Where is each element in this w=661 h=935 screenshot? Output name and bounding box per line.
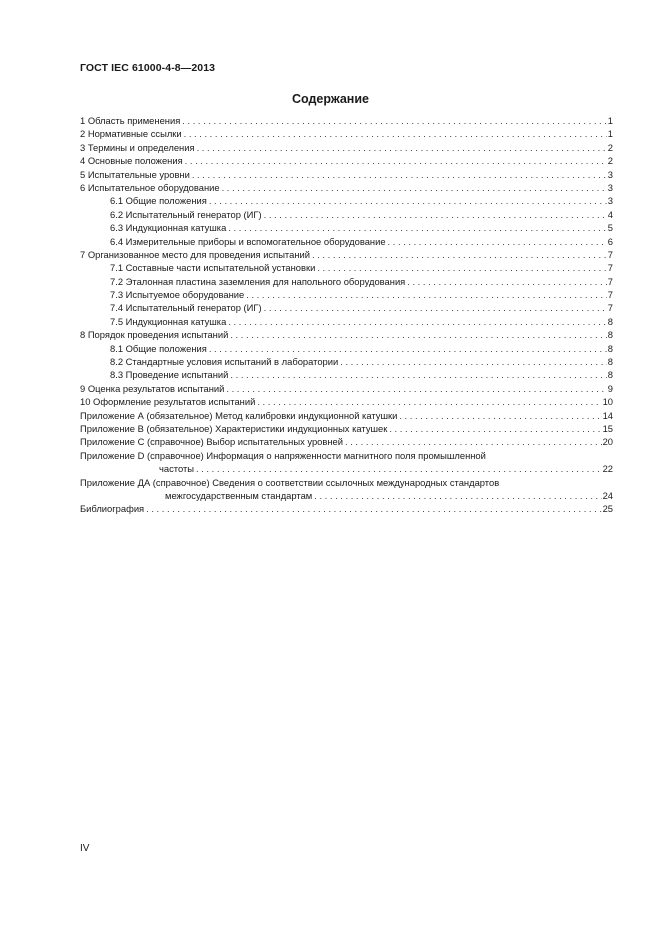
toc-entry-title: Приложение С (справочное) Выбор испытательных уровней xyxy=(80,436,343,448)
toc-entry-annex-da[interactable] xyxy=(80,476,613,503)
toc-entry-title: 7.2 Эталонная пластина заземления для напольного оборудования xyxy=(110,275,406,287)
leader-dots xyxy=(182,114,606,127)
toc-entry-title: 6.4 Измерительные приборы и вспомогательное оборудование xyxy=(110,235,386,247)
toc-entry-title: 7.1 Составные части испытательной установки xyxy=(110,262,316,274)
toc-entry-page: 7 xyxy=(607,275,613,287)
toc-entry-title: Приложение ДА (справочное) Сведения о соответствии ссылочных международных стандартов xyxy=(80,476,500,488)
toc-entry[interactable] xyxy=(80,422,613,435)
toc-entries xyxy=(80,114,613,449)
leader-dots xyxy=(209,194,607,207)
toc-entry-title: 9 Оценка результатов испытаний xyxy=(80,382,225,394)
toc-entry-page: 3 xyxy=(607,195,613,207)
toc-entry-page: 20 xyxy=(602,436,613,448)
toc-entry-title: 7.4 Испытательный генератор (ИГ) xyxy=(110,302,262,314)
toc-entry-page: 10 xyxy=(602,396,613,408)
toc-entry[interactable] xyxy=(80,221,613,234)
leader-dots xyxy=(264,301,607,314)
toc-entry-page: 8 xyxy=(607,315,613,327)
leader-dots xyxy=(209,342,607,355)
toc-entry-bibliography[interactable] xyxy=(80,502,613,515)
toc-entry[interactable] xyxy=(80,342,613,355)
toc-entry-title: 8.1 Общие положения xyxy=(110,342,207,354)
toc-entry-page: 7 xyxy=(607,262,613,274)
toc-entry-title: 7.3 Испытуемое оборудование xyxy=(110,289,245,301)
toc-entry-title: 6.3 Индукционная катушка xyxy=(110,222,227,234)
toc-entry-title-cont: частоты xyxy=(159,463,195,475)
toc-entry[interactable] xyxy=(80,168,613,181)
leader-dots xyxy=(345,435,602,448)
leader-dots xyxy=(314,489,601,502)
toc-entry[interactable] xyxy=(80,288,613,301)
toc-entry-annex-d[interactable] xyxy=(80,449,613,476)
toc-entry-page: 7 xyxy=(607,302,613,314)
toc-entry-page: 8 xyxy=(607,329,613,341)
toc-entry-page: 2 xyxy=(607,155,613,167)
toc-entry[interactable] xyxy=(80,154,613,167)
leader-dots xyxy=(196,462,602,475)
toc-entry-title: 3 Термины и определения xyxy=(80,141,195,153)
leader-dots xyxy=(264,208,607,221)
leader-dots xyxy=(389,422,601,435)
toc-entry[interactable] xyxy=(80,114,613,127)
toc-entry-page: 9 xyxy=(607,382,613,394)
toc-entry-title: Библиография xyxy=(80,503,145,515)
toc-entry-page: 14 xyxy=(602,409,613,421)
toc-entry-title: 2 Нормативные ссылки xyxy=(80,128,182,140)
toc-entry[interactable] xyxy=(80,355,613,368)
toc-entry[interactable] xyxy=(80,315,613,328)
toc-entry[interactable] xyxy=(80,409,613,422)
leader-dots xyxy=(246,288,607,301)
leader-dots xyxy=(340,355,607,368)
toc-entry[interactable] xyxy=(80,261,613,274)
toc-entry-title: Приложение D (справочное) Информация о напряженности магнитного поля промышленной xyxy=(80,449,486,461)
toc-entry[interactable] xyxy=(80,382,613,395)
toc-entry-title: 7 Организованное место для проведения испытаний xyxy=(80,248,310,260)
leader-dots xyxy=(228,221,606,234)
toc-entry-page: 8 xyxy=(607,342,613,354)
toc-entry-title: 8 Порядок проведения испытаний xyxy=(80,329,229,341)
toc-entry-title: 6.1 Общие положения xyxy=(110,195,207,207)
toc-entry[interactable] xyxy=(80,208,613,221)
toc-entry[interactable] xyxy=(80,435,613,448)
toc-entry-page: 22 xyxy=(602,463,613,475)
toc-entry-page: 6 xyxy=(607,235,613,247)
toc-entry[interactable] xyxy=(80,328,613,341)
leader-dots xyxy=(222,181,607,194)
toc-title: Содержание xyxy=(291,92,369,106)
toc-entry-page: 8 xyxy=(607,356,613,368)
leader-dots xyxy=(407,275,607,288)
leader-dots xyxy=(228,315,606,328)
toc-entry-title: 4 Основные положения xyxy=(80,155,183,167)
leader-dots xyxy=(184,127,607,140)
toc-entry-page: 1 xyxy=(607,114,613,126)
toc-entry-page: 7 xyxy=(607,248,613,260)
toc-entry-page: 15 xyxy=(602,422,613,434)
toc-entry-title: 6 Испытательное оборудование xyxy=(80,181,220,193)
leader-dots xyxy=(226,382,606,395)
toc-entry[interactable] xyxy=(80,301,613,314)
toc-entry-title-cont: межгосударственным стандартам xyxy=(165,489,313,501)
toc-entry-page: 24 xyxy=(602,489,613,501)
leader-dots xyxy=(146,502,601,515)
toc-entry[interactable] xyxy=(80,235,613,248)
toc-entry[interactable] xyxy=(80,181,613,194)
toc-entry-title: 6.2 Испытательный генератор (ИГ) xyxy=(110,208,262,220)
toc-entry-page: 3 xyxy=(607,168,613,180)
toc-entry-title: 10 Оформление результатов испытаний xyxy=(80,396,256,408)
toc-entry-title: 1 Область применения xyxy=(80,114,181,126)
leader-dots xyxy=(197,141,607,154)
toc-entry-page: 4 xyxy=(607,208,613,220)
toc-entry-title: 7.5 Индукционная катушка xyxy=(110,315,227,327)
table-of-contents xyxy=(80,114,613,516)
toc-entry-page: 8 xyxy=(607,369,613,381)
toc-entry[interactable] xyxy=(80,395,613,408)
leader-dots xyxy=(317,261,606,274)
leader-dots xyxy=(257,395,601,408)
toc-entry-page: 25 xyxy=(602,503,613,515)
toc-entry-title: Приложение В (обязательное) Характеристики индукционных катушек xyxy=(80,422,388,434)
toc-entry[interactable] xyxy=(80,368,613,381)
toc-entry[interactable] xyxy=(80,275,613,288)
toc-entry[interactable] xyxy=(80,127,613,140)
document-id: ГОСТ IEC 61000-4-8—2013 xyxy=(80,62,216,74)
leader-dots xyxy=(312,248,607,261)
leader-dots xyxy=(192,168,607,181)
toc-entry-page: 2 xyxy=(607,141,613,153)
toc-entry-page: 1 xyxy=(607,128,613,140)
toc-entry[interactable] xyxy=(80,141,613,154)
toc-entry[interactable] xyxy=(80,194,613,207)
toc-entry-title: 8.2 Стандартные условия испытаний в лаборатории xyxy=(110,356,339,368)
toc-entry-page: 7 xyxy=(607,289,613,301)
leader-dots xyxy=(185,154,607,167)
toc-entry-title: Приложение А (обязательное) Метод калибровки индукционной катушки xyxy=(80,409,398,421)
toc-entry-page: 3 xyxy=(607,181,613,193)
toc-entry-page: 5 xyxy=(607,222,613,234)
toc-entry-title: 8.3 Проведение испытаний xyxy=(110,369,229,381)
page-number: IV xyxy=(80,843,90,854)
toc-entry[interactable] xyxy=(80,248,613,261)
leader-dots xyxy=(230,368,606,381)
leader-dots xyxy=(399,409,601,422)
leader-dots xyxy=(230,328,606,341)
leader-dots xyxy=(388,235,607,248)
toc-entry-title: 5 Испытательные уровни xyxy=(80,168,190,180)
